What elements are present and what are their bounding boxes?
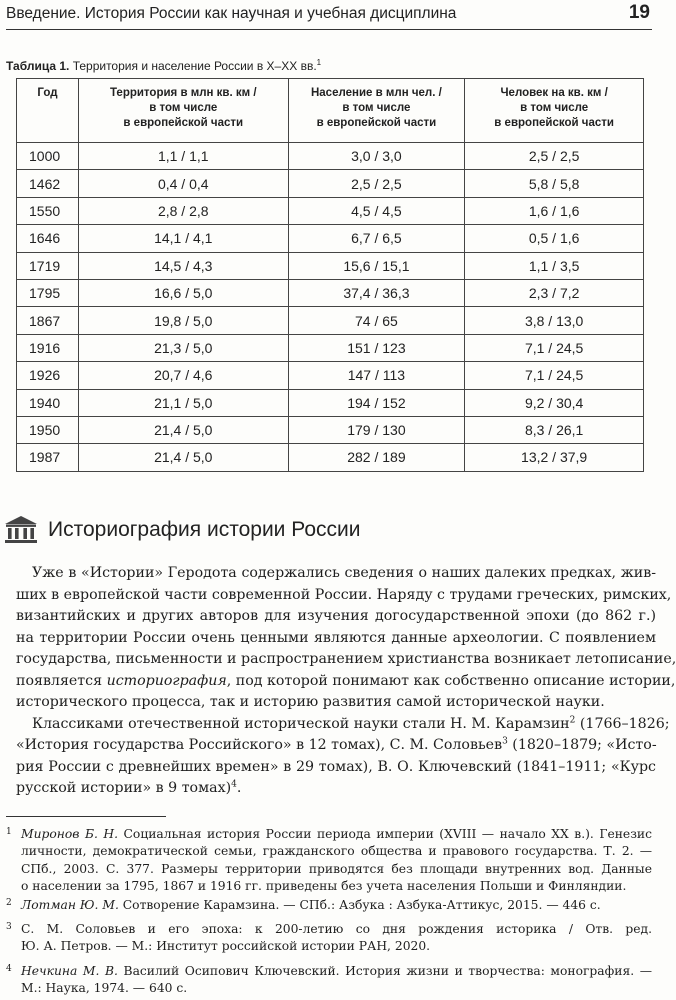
value-cell: 21,4 / 5,0 xyxy=(78,444,288,471)
paragraph-line: появляется историография, под которой понимают как собственно описание истории, xyxy=(16,672,676,689)
year-cell: 1950 xyxy=(17,416,79,443)
paragraph-line: рия России с древнейших времен» в 29 томах), В. О. Ключевский (1841–1911; «Курс xyxy=(16,758,656,775)
paragraph-line: Уже в «Истории» Геродота содержались сведения о наших далеких предках, жив- xyxy=(32,565,656,581)
table-body xyxy=(17,143,644,472)
column-header: Человек на кв. км / в том числе в европейской части xyxy=(465,79,644,143)
table-row xyxy=(17,252,644,279)
value-cell: 9,2 / 30,4 xyxy=(465,389,644,416)
paragraph-line: «История государства Российского» в 12 томах), С. М. Соловьев$^3$ (1820–1879; «Исто- xyxy=(16,736,657,753)
table-row xyxy=(17,389,644,416)
paragraph-line: на территории России очень ценными являются данные археологии. С появлением xyxy=(16,629,656,646)
year-cell: 1867 xyxy=(17,307,79,334)
table-caption-text: Территория и население России в X–XX вв. xyxy=(69,59,317,73)
year-cell: 1916 xyxy=(17,334,79,361)
footnote-author: Нечкина М. В. xyxy=(21,964,118,978)
value-cell: 194 / 152 xyxy=(288,389,465,416)
table-caption xyxy=(6,59,321,73)
value-cell: 5,8 / 5,8 xyxy=(465,170,644,197)
table-row xyxy=(17,416,644,443)
column-header: Год xyxy=(17,79,79,143)
table-caption-footnote-ref: 1 xyxy=(316,58,322,67)
running-header xyxy=(6,0,652,30)
value-cell: 14,5 / 4,3 xyxy=(78,252,288,279)
year-cell: 1940 xyxy=(17,389,79,416)
value-cell: 21,4 / 5,0 xyxy=(78,416,288,443)
paragraph-line: русской истории» в 9 томах)$^4$. xyxy=(16,779,242,796)
footnote-ref: 3 xyxy=(502,736,508,747)
value-cell: 3,8 / 13,0 xyxy=(465,307,644,334)
value-cell: 7,1 / 24,5 xyxy=(465,334,644,361)
value-cell: 74 / 65 xyxy=(288,307,465,334)
value-cell: 2,5 / 2,5 xyxy=(288,170,465,197)
value-cell: 21,1 / 5,0 xyxy=(78,389,288,416)
year-cell: 1926 xyxy=(17,362,79,389)
value-cell: 1,6 / 1,6 xyxy=(465,197,644,224)
year-cell: 1462 xyxy=(17,170,79,197)
paragraph-line: византийских и других авторов для изучения догосударственной эпохи (до 862 г.) xyxy=(16,608,656,624)
value-cell: 147 / 113 xyxy=(288,362,465,389)
value-cell: 37,4 / 36,3 xyxy=(288,279,465,306)
value-cell: 19,8 / 5,0 xyxy=(78,307,288,334)
value-cell: 4,5 / 4,5 xyxy=(288,197,465,224)
value-cell: 151 / 123 xyxy=(288,334,465,361)
header-row xyxy=(17,79,644,143)
year-cell: 1987 xyxy=(17,444,79,471)
paragraph-line: Классиками отечественной исторической науки стали Н. М. Карамзин$^2$ (1766–1826; xyxy=(32,714,670,732)
footnote-ref: 2 xyxy=(569,714,576,725)
value-cell: 0,5 / 1,6 xyxy=(465,225,644,252)
footnote-2: 2 Лотман Ю. М. Сотворение Карамзина. — СПб.: Азбука : Азбука-Аттикус, 2015. — 446 с. xyxy=(6,898,601,912)
section-title: Историография истории России xyxy=(48,518,361,541)
value-cell: 2,5 / 2,5 xyxy=(465,143,644,170)
body-text xyxy=(16,563,676,800)
value-cell: 179 / 130 xyxy=(288,416,465,443)
paragraph-line: исторического процесса, так и историю развития самой исторической науки. xyxy=(16,694,605,710)
table-row xyxy=(17,170,644,197)
value-cell: 0,4 / 0,4 xyxy=(78,170,288,197)
year-cell: 1000 xyxy=(17,143,79,170)
footnote-3: 3 С. М. Соловьев и его эпоха: к 200-летию со дня рождения историка / Отв. ред. Ю. А. Петров. — М.: Институт российской истории РАН, 2020. xyxy=(6,922,652,954)
footnote-ref: 4 xyxy=(231,779,237,790)
table-row xyxy=(17,362,644,389)
value-cell: 15,6 / 15,1 xyxy=(288,252,465,279)
value-cell: 20,7 / 4,6 xyxy=(78,362,288,389)
value-cell: 16,6 / 5,0 xyxy=(78,279,288,306)
table-row xyxy=(17,307,644,334)
year-cell: 1719 xyxy=(17,252,79,279)
museum-icon xyxy=(4,515,38,545)
paragraph-line: государства, письменности и распространением христианства возникает летописание, xyxy=(16,651,676,667)
footnote-author: Лотман Ю. М. xyxy=(21,898,119,912)
table-row xyxy=(17,197,644,224)
table-row xyxy=(17,225,644,252)
footnote-divider xyxy=(6,816,166,817)
value-cell: 282 / 189 xyxy=(288,444,465,471)
value-cell: 1,1 / 1,1 xyxy=(78,143,288,170)
territory-population-table xyxy=(16,78,644,472)
value-cell: 21,3 / 5,0 xyxy=(78,334,288,361)
column-header: Территория в млн кв. км / в том числе в европейской части xyxy=(78,79,288,143)
value-cell: 7,1 / 24,5 xyxy=(465,362,644,389)
column-header: Население в млн чел. / в том числе в европейской части xyxy=(288,79,465,143)
paragraph-line: ших в европейской части современной России. Наряду с трудами греческих, римских, xyxy=(16,586,672,603)
year-cell: 1795 xyxy=(17,279,79,306)
value-cell: 8,3 / 26,1 xyxy=(465,416,644,443)
page-number: 19 xyxy=(628,2,650,23)
value-cell: 1,1 / 3,5 xyxy=(465,252,644,279)
table-caption-label: Таблица 1. xyxy=(6,59,70,73)
value-cell: 2,8 / 2,8 xyxy=(78,197,288,224)
term-historiography: историография xyxy=(106,672,227,689)
table-row xyxy=(17,279,644,306)
table-row xyxy=(17,444,644,471)
year-cell: 1646 xyxy=(17,225,79,252)
table-row xyxy=(17,334,644,361)
value-cell: 6,7 / 6,5 xyxy=(288,225,465,252)
value-cell: 3,0 / 3,0 xyxy=(288,143,465,170)
running-header-title: Введение. История России как научная и учебная дисциплина xyxy=(6,5,457,22)
value-cell: 2,3 / 7,2 xyxy=(465,279,644,306)
value-cell: 14,1 / 4,1 xyxy=(78,225,288,252)
footnote-1: 1 Миронов Б. Н. Социальная история России периода империи (XVIII — начало XX в.). Генезис личности, демократической семьи, гражданского общества и правового государства. Т. 2. — СПб., 2003. С. 377. Размеры территории приводятся без площади внутренних вод. Данные о населении за 1795, 1867 и 1916 гг. приведены без учета населения Польши и Финляндии. xyxy=(6,827,652,893)
footnote-author: Миронов Б. Н. xyxy=(21,827,119,841)
footnote-4: 4 Нечкина М. В. Василий Осипович Ключевский. История жизни и творчества: монография. — М.: Наука, 1974. — 640 с. xyxy=(6,964,652,996)
year-cell: 1550 xyxy=(17,197,79,224)
table-header xyxy=(17,79,644,143)
value-cell: 13,2 / 37,9 xyxy=(465,444,644,471)
table-row xyxy=(17,143,644,170)
